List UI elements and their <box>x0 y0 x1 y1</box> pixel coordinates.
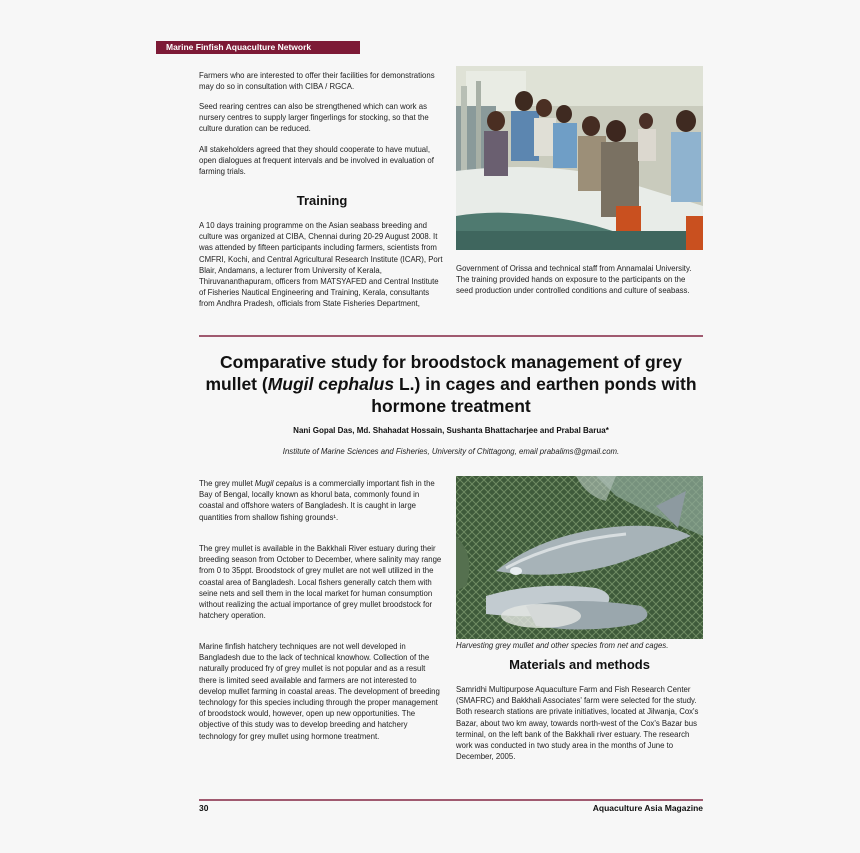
section-header-band <box>156 41 360 54</box>
article-affiliation: Institute of Marine Sciences and Fisheries, University of Chittagong, email prabalims@gmail.com. <box>282 447 620 456</box>
article-authors: Nani Gopal Das, Md. Shahadat Hossain, Sushanta Bhattacharjee and Prabal Barua* <box>293 426 609 435</box>
page-number: 30 <box>199 803 209 813</box>
top-left-paragraph-2: Seed rearing centres can also be strengthened which can work as nursery centres to supply larger fingerlings for stocking, so that the culture duration can be reduced. <box>199 102 429 134</box>
mullet-paragraph-2: The grey mullet is available in the Bakkhali River estuary during their breeding season from October to December, where salinity may range from 0 to 35ppt. Broodstock of grey mullet are not well utilized in the coastal area of Bangladesh. Local fishers generally catch them with seine nets and sell them in the local market for human consumption without realizing the actual importance of grey mullet broodstock for hatchery operation. <box>199 544 442 621</box>
mullet-paragraph-3: Marine finfish hatchery techniques are not well developed in Bangladesh due to the lack of technical knowhow. Collection of the naturally produced fry of grey mullet is not popular and as a result there is limited seed available and farmers are not interested to develop mullet farming in coastal areas. The development of breeding technology for this species including through the proper management of broodstock would, however, open up new opportunities. The objective of this study was to develop breeding and hatchery technology for grey mullet using hormone treatment. <box>199 642 440 741</box>
top-left-paragraph-1: Farmers who are interested to offer their facilities for demonstrations may do so in consultation with CIBA / RGCA. <box>199 71 435 92</box>
fish-harvest-image <box>456 476 703 639</box>
article-title-species: Mugil cephalus <box>267 374 395 394</box>
article-title-part-2: L.) in cages and earthen ponds with hormone treatment <box>371 374 697 416</box>
section-header-title: Marine Finfish Aquaculture Network <box>166 42 312 52</box>
mullet-paragraph-1-start: The grey mullet <box>199 479 255 488</box>
article-title <box>196 351 706 417</box>
mullet-species-name: Mugil cepalus <box>254 479 303 488</box>
article-divider <box>199 335 703 337</box>
magazine-name: Aquaculture Asia Magazine <box>592 803 703 813</box>
training-photo-image <box>456 66 703 250</box>
top-left-paragraph-3: All stakeholders agreed that they should cooperate to have mutual, open dialogues at frequent intervals and be involved in evaluation of farming trials. <box>199 145 434 177</box>
photo-caption: Harvesting grey mullet and other species from net and cages. <box>456 641 669 650</box>
article-title-part-1: Comparative study for broodstock management of grey mullet ( <box>205 352 682 394</box>
footer-rule <box>199 799 703 801</box>
training-paragraph: A 10 days training programme on the Asian seabass breeding and culture was organized at CIBA, Chennai during 20-29 August 2008. It was attended by fifteen participants including farmers, scientists from CMFRI, Kochi, and Central Agricultural Research Institute (ICAR), Port Blair, Andamans, a lecturer from University of Kerala, Thiruvananthapuram, officers from MATSYAFED and Central Institute of Fisheries Nautical Engineering and Training, Kerala, consultants from Andhra Pradesh, officials from State Fisheries Department, <box>199 221 443 309</box>
materials-methods-heading: Materials and methods <box>509 657 650 672</box>
training-photo <box>456 66 703 250</box>
top-right-paragraph: Government of Orissa and technical staff from Annamalai University. The training provided hands on exposure to the participants on the seed production under controlled conditions and culture of seabass. <box>456 264 692 296</box>
training-heading: Training <box>296 193 348 208</box>
fish-harvest-photo <box>456 476 703 639</box>
materials-methods-paragraph: Samridhi Multipurpose Aquaculture Farm and Fish Research Center (SMAFRC) and Bakkhali Associates' farm were selected for the study. Both research stations are private initiatives, located at Jilwanja, Cox's Bazar, about two km away, towards north-west of the Cox's Bazar bus terminal, on the left bank of the Bakkhali river estuary. The research work was conducted in two study area in the months of June to December, 2005. <box>456 685 699 762</box>
mullet-paragraph-1 <box>199 478 445 523</box>
mullet-paragraph-1-rest: is a commercially important fish in the Bay of Bengal, locally known as khorul bata, commonly found in coastal and offshore waters of Bangladesh. It is caught in large quantities from shallow fishing grounds¹. <box>199 479 435 522</box>
